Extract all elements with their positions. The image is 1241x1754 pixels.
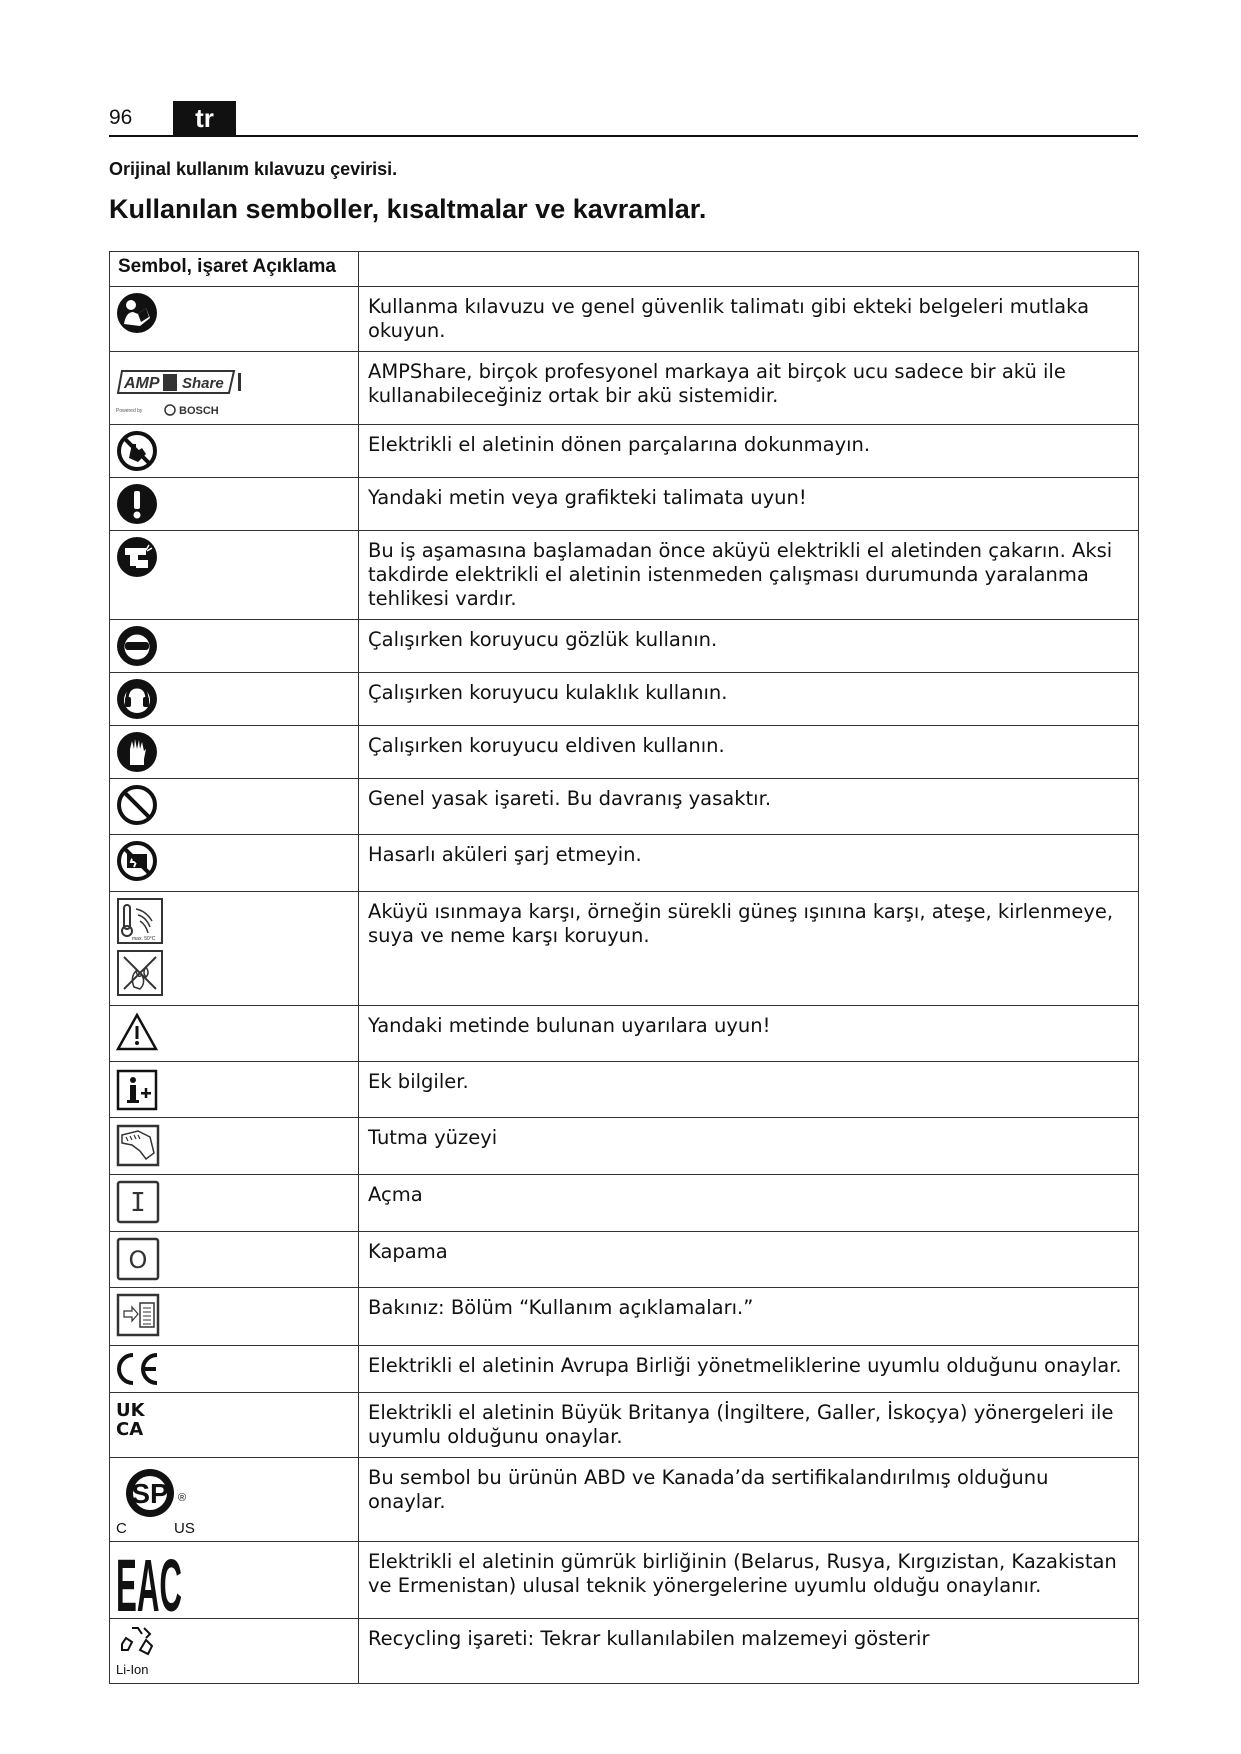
symbol-cell: [110, 1619, 359, 1684]
description-cell: Elektrikli el aletinin dönen parçalarına dokunmayın.: [359, 425, 1139, 478]
header-symbol: [110, 252, 359, 287]
description-cell: Çalışırken koruyucu eldiven kullanın.: [359, 726, 1139, 779]
description-cell: Ek bilgiler.: [359, 1062, 1139, 1118]
svg-text:Share: Share: [182, 375, 224, 392]
header-symbol-label: Sembol, işaret: [118, 256, 248, 277]
table-row: [110, 1393, 1139, 1458]
description-cell: Kapama: [359, 1232, 1139, 1288]
section-title: Kullanılan semboller, kısaltmalar ve kavramlar.: [109, 194, 707, 224]
svg-text:SP: SP: [131, 1478, 169, 1509]
description-cell: Yandaki metinde bulunan uyarılara uyun!: [359, 1006, 1139, 1062]
battery-protection-icon: [116, 897, 166, 997]
symbol-cell: [110, 478, 359, 531]
table-row: [110, 352, 1139, 425]
description-cell: Bakınız: Bölüm “Kullanım açıklamaları.”: [359, 1288, 1139, 1346]
page-number: 96: [109, 106, 133, 129]
ukca-mark-icon: [116, 1398, 156, 1440]
table-row: [110, 1232, 1139, 1288]
table-row: [110, 779, 1139, 835]
description-cell: Yandaki metin veya grafikteki talimata uyun!: [359, 478, 1139, 531]
svg-text:Powered by: Powered by: [116, 408, 143, 414]
exclamation-icon: [116, 483, 158, 525]
ear-protection-icon: [116, 678, 158, 720]
warning-triangle-icon: [116, 1011, 158, 1053]
description-cell: Elektrikli el aletinin gümrük birliğinin (Belarus, Rusya, Kırgızistan, Kazakistan ve Ermenistan) ulusal teknik yönergelerine uyumlu olduğu onaylanır.: [359, 1542, 1139, 1619]
description-cell: Bu iş aşamasına başlamadan önce aküyü elektrikli el aletinden çakarın. Aksi takdirde elektrikli el aletinin istenmeden çalışması durumunda yaralanma tehlikesi vardır.: [359, 531, 1139, 620]
symbol-cell: [110, 1458, 359, 1542]
description-cell: AMPShare, birçok profesyonel markaya ait birçok ucu sadece bir akü ile kullanabileceğiniz ortak bir akü sistemidir.: [359, 352, 1139, 425]
svg-text:BOSCH: BOSCH: [179, 405, 219, 417]
symbol-cell: [110, 1346, 359, 1393]
description-cell: Elektrikli el aletinin Büyük Britanya (İngiltere, Galler, İskoçya) yönergeleri ile uyumlu olduğunu onaylar.: [359, 1393, 1139, 1458]
read-manual-icon: [116, 292, 158, 334]
symbol-cell: [110, 287, 359, 352]
table-row: [110, 425, 1139, 478]
table-row: [110, 1542, 1139, 1619]
table-row: [110, 1458, 1139, 1542]
symbol-cell: [110, 1232, 359, 1288]
header-rule: [109, 135, 1138, 137]
symbol-cell: [110, 425, 359, 478]
symbol-cell: [110, 1118, 359, 1175]
document-subtitle: Orijinal kullanım kılavuzu çevirisi.: [109, 159, 398, 179]
symbol-cell: [110, 1288, 359, 1346]
svg-text:C: C: [116, 1520, 127, 1537]
symbol-cell: [110, 1393, 359, 1458]
symbol-cell: [110, 620, 359, 673]
protective-gloves-icon: [116, 731, 158, 773]
symbol-cell: [110, 779, 359, 835]
power-off-icon: [116, 1237, 160, 1281]
table-row: [110, 478, 1139, 531]
see-section-icon: [116, 1293, 160, 1337]
table-row: [110, 287, 1139, 352]
info-plus-icon: [116, 1067, 158, 1111]
description-cell: Kullanma kılavuzu ve genel güvenlik talimatı gibi ekteki belgeleri mutlaka okuyun.: [359, 287, 1139, 352]
csa-mark-icon: [116, 1463, 202, 1535]
header-empty: [359, 252, 1139, 287]
symbol-cell: [110, 1006, 359, 1062]
power-on-icon: [116, 1180, 160, 1224]
svg-text:EAC: EAC: [116, 1544, 182, 1627]
prohibition-icon: [116, 784, 158, 826]
do-not-touch-icon: [116, 430, 158, 472]
symbol-cell: [110, 835, 359, 892]
recycling-li-ion-icon: [116, 1624, 166, 1678]
table-row: [110, 1288, 1139, 1346]
description-cell: Aküyü ısınmaya karşı, örneğin sürekli güneş ışınına karşı, ateşe, kirlenmeye, suya ve neme karşı koruyun.: [359, 892, 1139, 1006]
description-cell: Tutma yüzeyi: [359, 1118, 1139, 1175]
symbol-cell: [110, 1062, 359, 1118]
ampshare-logo-icon: [116, 357, 252, 419]
svg-text:AMP: AMP: [124, 375, 160, 392]
table-row: [110, 1118, 1139, 1175]
remove-battery-icon: [116, 536, 158, 578]
table-row: [110, 726, 1139, 779]
description-cell: Genel yasak işareti. Bu davranış yasaktır.: [359, 779, 1139, 835]
safety-goggles-icon: [116, 625, 158, 667]
table-row: [110, 835, 1139, 892]
svg-text:Li-Ion: Li-Ion: [116, 1662, 149, 1677]
table-row: [110, 673, 1139, 726]
table-row: [110, 1619, 1139, 1684]
description-cell: Çalışırken koruyucu gözlük kullanın.: [359, 620, 1139, 673]
symbol-cell: [110, 352, 359, 425]
table-row: [110, 531, 1139, 620]
symbol-cell: [110, 1175, 359, 1232]
description-cell: Elektrikli el aletinin Avrupa Birliği yönetmeliklerine uyumlu olduğunu onaylar.: [359, 1346, 1139, 1393]
table-row: [110, 1346, 1139, 1393]
symbol-cell: [110, 726, 359, 779]
svg-text:®: ®: [178, 1492, 187, 1504]
description-cell: Hasarlı aküleri şarj etmeyin.: [359, 835, 1139, 892]
svg-text:max. 50°C: max. 50°C: [132, 936, 156, 942]
table-row: [110, 1006, 1139, 1062]
svg-text:UK: UK: [116, 1400, 145, 1421]
symbol-cell: [110, 1542, 359, 1627]
description-cell: Açma: [359, 1175, 1139, 1232]
language-tab: tr: [173, 101, 236, 135]
svg-text:I: I: [130, 1188, 146, 1218]
no-charging-damaged-battery-icon: [116, 840, 158, 882]
symbols-table: [109, 251, 1139, 1684]
ce-mark-icon: [116, 1351, 162, 1387]
symbol-cell: [110, 673, 359, 726]
header-description-label: Açıklama: [252, 256, 336, 277]
table-header-row: [110, 252, 1139, 287]
table-row: [110, 1062, 1139, 1118]
symbol-cell: [110, 531, 359, 620]
table-row: [110, 1175, 1139, 1232]
svg-text:US: US: [174, 1520, 195, 1537]
description-cell: Çalışırken koruyucu kulaklık kullanın.: [359, 673, 1139, 726]
description-cell: Bu sembol bu ürünün ABD ve Kanada’da sertifikalandırılmış olduğunu onaylar.: [359, 1458, 1139, 1542]
symbol-cell: [110, 892, 359, 1006]
svg-text:O: O: [128, 1246, 148, 1274]
table-row: [110, 892, 1139, 1006]
grip-surface-icon: [116, 1123, 160, 1167]
table-row: [110, 620, 1139, 673]
description-cell: Recycling işareti: Tekrar kullanılabilen malzemeyi gösterir: [359, 1619, 1139, 1684]
svg-text:CA: CA: [116, 1419, 144, 1440]
eac-mark-icon: [116, 1544, 186, 1627]
